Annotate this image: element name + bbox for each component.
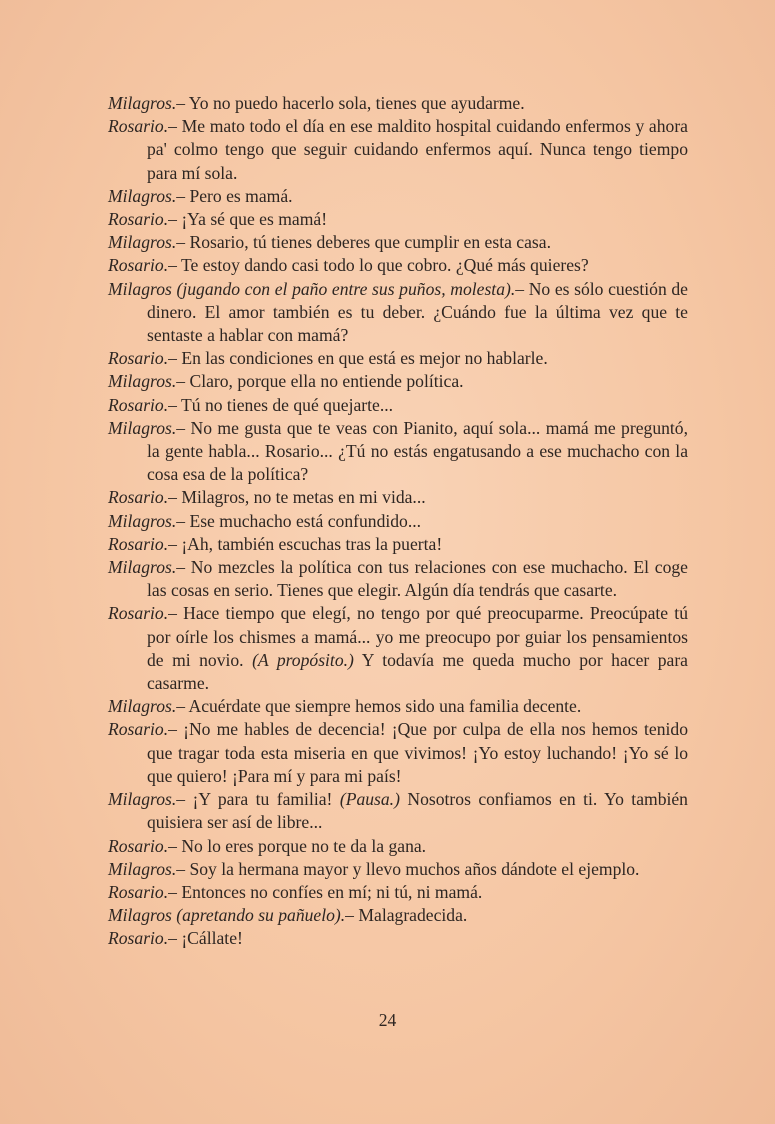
- dialogue-line: [108, 788, 688, 834]
- speech-text: Hace tiempo que elegí, no tengo por qué preocuparme. Preocúpate tú por oírle los chismes a mamá... yo me preocupo por guiar los pensamientos de mi novio.: [147, 603, 688, 670]
- speech-text: Tú no tienes de qué quejarte...: [176, 394, 394, 415]
- speech-text: Te estoy dando casi todo lo que cobro. ¿Qué más quieres?: [176, 255, 589, 276]
- speech-text: Claro, porque ella no entiende política.: [185, 371, 464, 392]
- speech-text: En las condiciones en que está es mejor no hablarle.: [176, 348, 548, 369]
- speaker-name: Milagros (jugando con el paño entre sus puños, molesta).–: [108, 278, 525, 299]
- speech-text: Milagros, no te metas en mi vida...: [176, 487, 426, 508]
- speaker-name: Rosario.–: [108, 533, 177, 554]
- speech-text: Yo no puedo hacerlo sola, tienes que ayudarme.: [185, 93, 525, 113]
- stage-direction: (A propósito.): [252, 649, 354, 670]
- speaker-name: Milagros.–: [108, 93, 186, 113]
- speech-text: ¡Ah, también escuchas tras la puerta!: [176, 533, 443, 554]
- dialogue-line: [108, 278, 688, 348]
- speaker-name: Rosario.–: [108, 116, 177, 137]
- speaker-name: Rosario.–: [108, 255, 177, 276]
- speaker-name: Rosario.–: [108, 394, 177, 415]
- speaker-name: Rosario.–: [108, 487, 177, 508]
- speech-text: Acuérdate que siempre hemos sido una familia decente.: [185, 696, 582, 717]
- speaker-name: Milagros.–: [108, 371, 186, 392]
- speech-text: ¡Y para tu familia!: [185, 789, 340, 810]
- speaker-name: Rosario.–: [108, 835, 177, 856]
- dialogue-line: [108, 695, 688, 718]
- dialogue-line: [108, 927, 688, 950]
- stage-direction: (Pausa.): [339, 789, 400, 810]
- dialogue-line: [108, 718, 688, 788]
- dialogue-line: [108, 556, 688, 602]
- dialogue-line: [108, 231, 688, 254]
- speaker-name: Milagros.–: [108, 417, 186, 438]
- speech-text: Entonces no confíes en mí; ni tú, ni mamá.: [176, 881, 483, 902]
- dialogue-line: [108, 208, 688, 231]
- dialogue-body: [108, 92, 688, 951]
- page-number: 24: [378, 1010, 397, 1030]
- speaker-name: Milagros.–: [108, 510, 186, 531]
- dialogue-line: [108, 881, 688, 904]
- speaker-name: Milagros.–: [108, 557, 186, 578]
- dialogue-line: [108, 533, 688, 556]
- dialogue-line: [108, 347, 688, 370]
- speech-text: ¡Ya sé que es mamá!: [176, 209, 328, 230]
- speaker-name: Rosario.–: [108, 881, 177, 902]
- speaker-name: Rosario.–: [108, 209, 177, 230]
- dialogue-line: [108, 602, 688, 695]
- speech-text: Nosotros confiamos en ti. Yo también quisiera ser así de libre...: [147, 789, 688, 833]
- speaker-name: Milagros.–: [108, 232, 186, 253]
- dialogue-line: [108, 904, 688, 927]
- dialogue-line: [108, 370, 688, 393]
- speech-text: ¡No me hables de decencia! ¡Que por culpa de ella nos hemos tenido que tragar toda esta miseria en que vivimos! ¡Yo estoy luchando! ¡Yo sé lo que quiero! ¡Para mí y para mi país!: [147, 719, 688, 786]
- dialogue-line: [108, 115, 688, 185]
- speaker-name: Milagros.–: [108, 858, 186, 879]
- speaker-name: Milagros.–: [108, 789, 186, 810]
- speech-text: No me gusta que te veas con Pianito, aquí sola... mamá me preguntó, la gente habla... Rosario... ¿Tú no estás engatusando a ese muchacho con la cosa esa de la política?: [147, 417, 688, 485]
- speech-text: No es sólo cuestión de dinero. El amor también es tu deber. ¿Cuándo fue la última vez que te sentaste a hablar con mamá?: [147, 278, 688, 346]
- speaker-name: Rosario.–: [108, 928, 177, 949]
- speaker-name: Rosario.–: [108, 348, 177, 369]
- speech-text: Malagradecida.: [353, 905, 468, 926]
- speech-text: Me mato todo el día en ese maldito hospital cuidando enfermos y ahora pa' colmo tengo que seguir cuidando enfermos aquí. Nunca tengo tiempo para mí sola.: [147, 116, 688, 183]
- dialogue-line: [108, 394, 688, 417]
- speech-text: Ese muchacho está confundido...: [185, 510, 422, 531]
- speech-text: Soy la hermana mayor y llevo muchos años dándote el ejemplo.: [185, 858, 640, 879]
- dialogue-line: [108, 835, 688, 858]
- dialogue-line: [108, 185, 688, 208]
- speaker-name: Milagros.–: [108, 696, 186, 717]
- speaker-name: Rosario.–: [108, 603, 177, 624]
- dialogue-line: [108, 417, 688, 487]
- speech-text: Y todavía me queda mucho por hacer para casarme.: [147, 649, 688, 694]
- speaker-name: Milagros (apretando su pañuelo).–: [108, 905, 354, 926]
- speech-text: No lo eres porque no te da la gana.: [176, 835, 427, 856]
- dialogue-line: [108, 486, 688, 509]
- speaker-name: Rosario.–: [108, 719, 177, 740]
- dialogue-line: [108, 510, 688, 533]
- speech-text: Rosario, tú tienes deberes que cumplir en esta casa.: [185, 232, 551, 253]
- dialogue-line: [108, 92, 688, 115]
- speech-text: ¡Cállate!: [176, 928, 243, 949]
- speech-text: Pero es mamá.: [185, 185, 293, 206]
- dialogue-line: [108, 858, 688, 881]
- speech-text: No mezcles la política con tus relaciones con ese muchacho. El coge las cosas en serio. Tienes que elegir. Algún día tendrás que casarte.: [147, 557, 688, 601]
- speaker-name: Milagros.–: [108, 185, 186, 206]
- dialogue-line: [108, 254, 688, 277]
